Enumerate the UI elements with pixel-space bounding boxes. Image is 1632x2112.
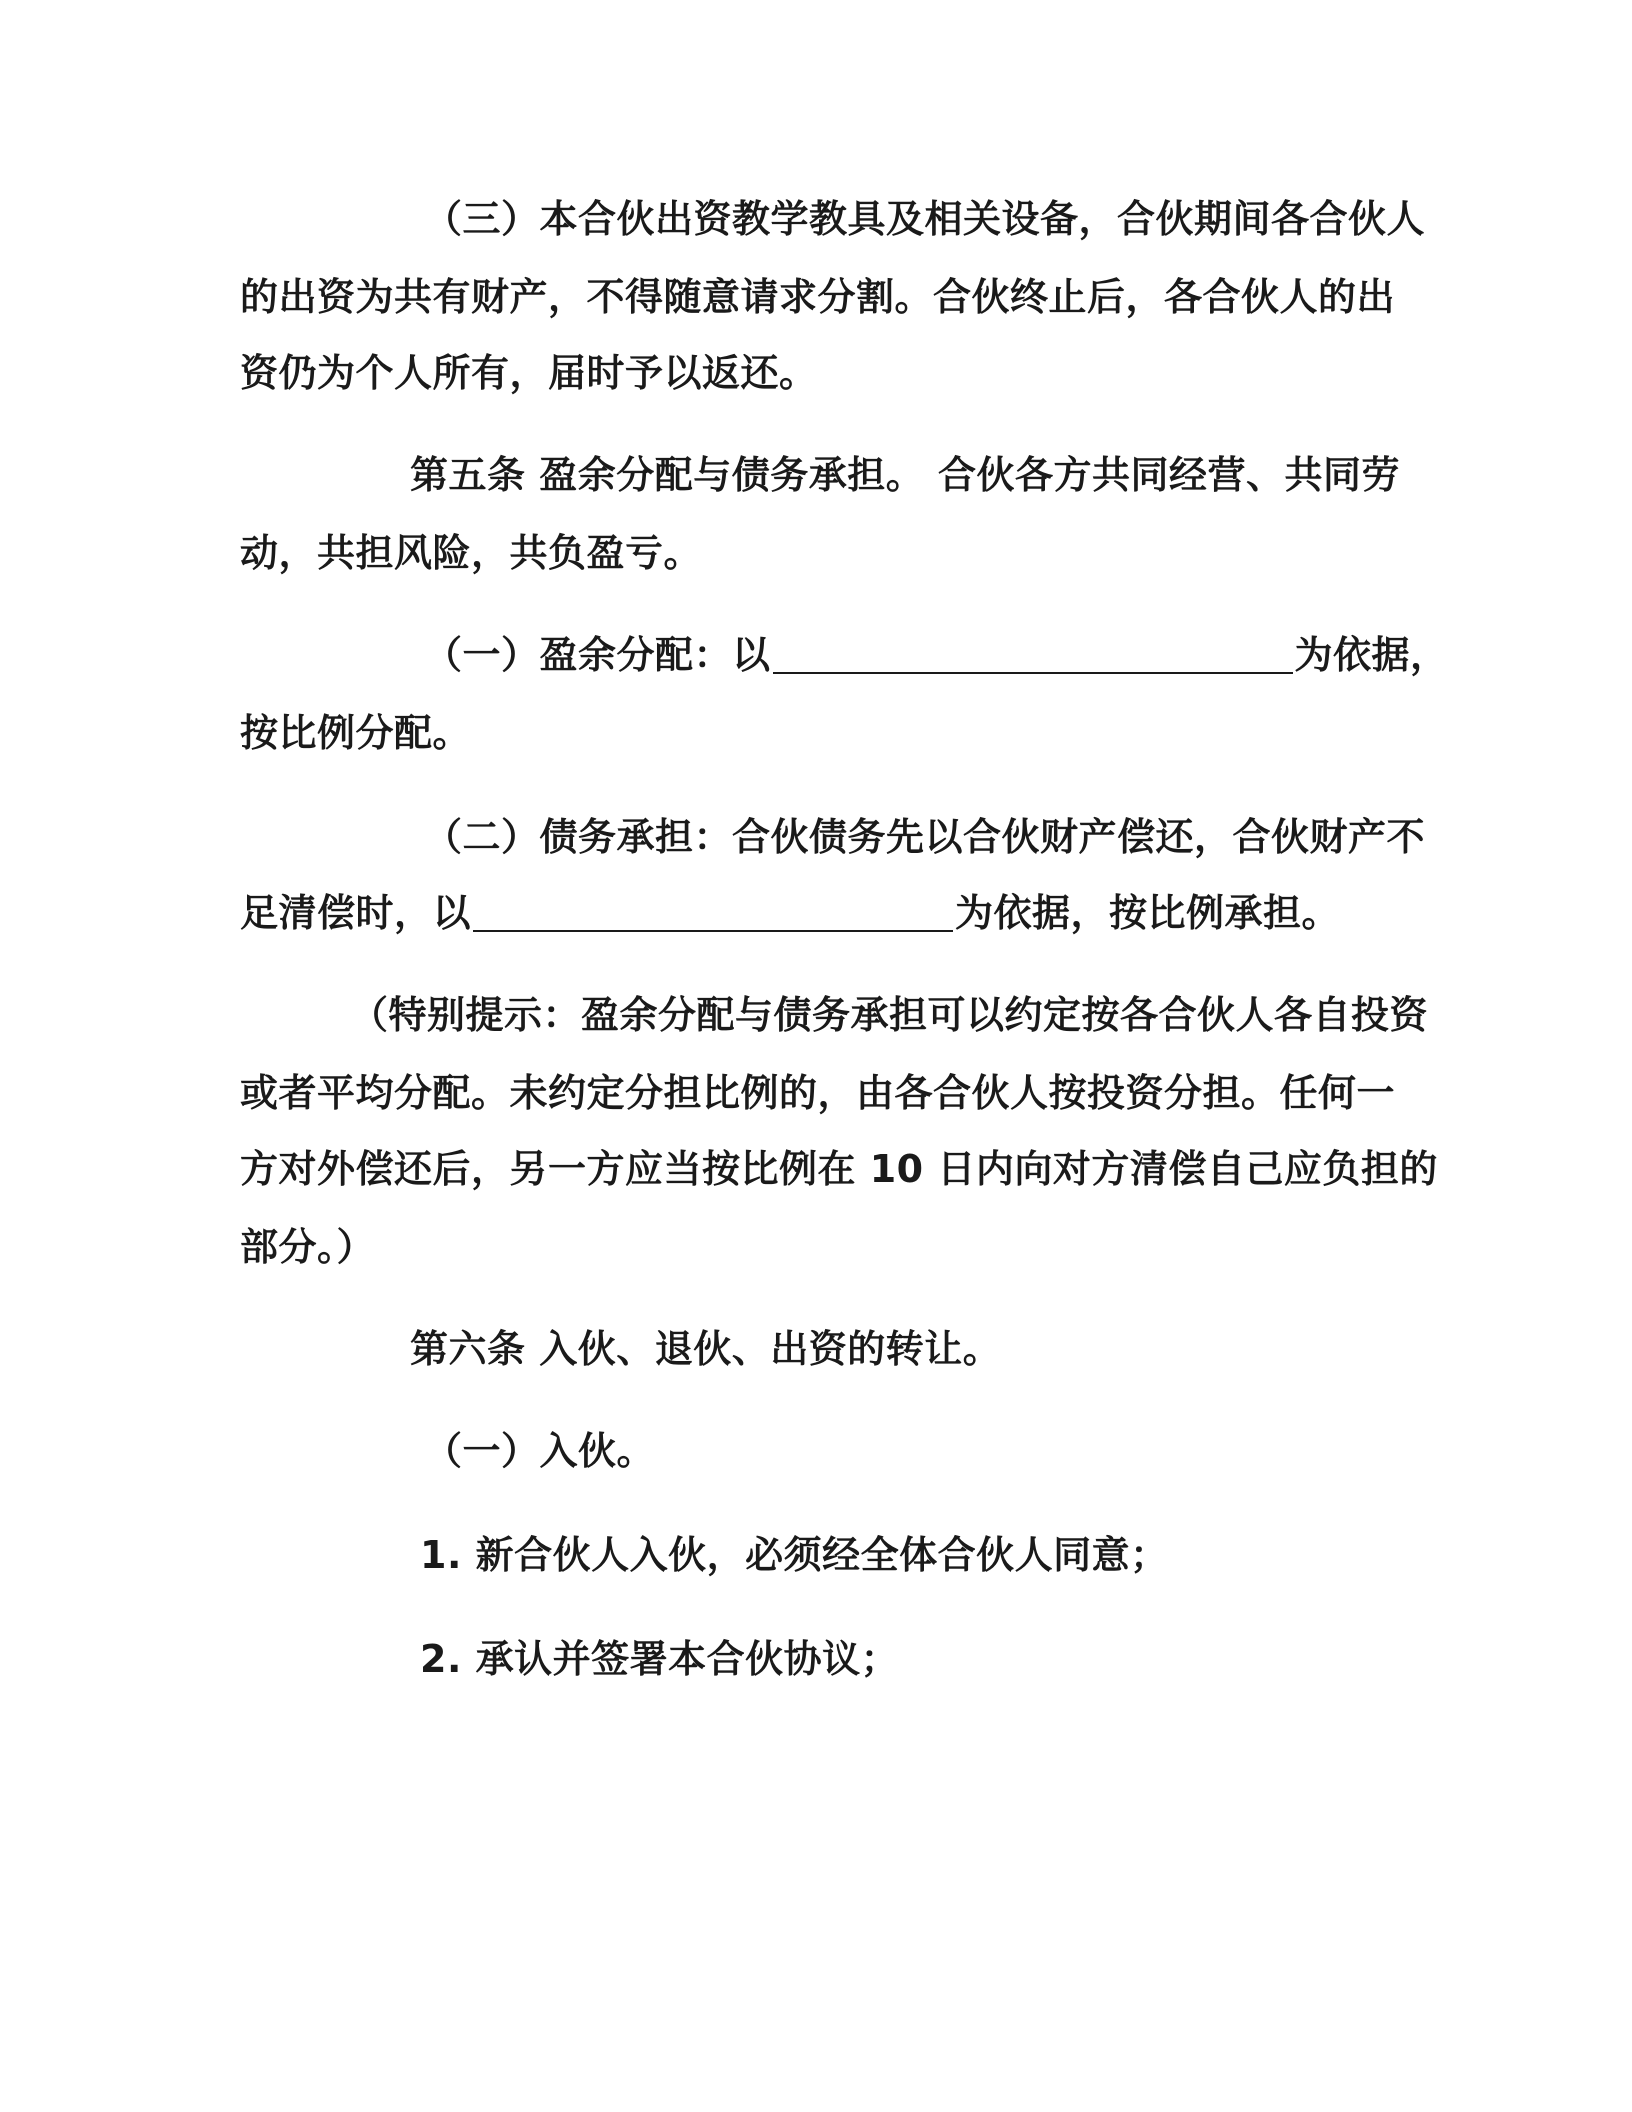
- clause5-item1-prefix: （一）盈余分配：以: [424, 633, 771, 677]
- clause4-item3-line3: 资仍为个人所有，届时予以返还。: [240, 351, 818, 395]
- special-note-line2: 或者平均分配。未约定分担比例的，由各合伙人按投资分担。任何一: [240, 1071, 1396, 1115]
- clause5-item1-suffix: 为依据，: [1294, 633, 1449, 677]
- special-note-line4: 部分。）: [240, 1225, 376, 1269]
- clause5-heading-line2: 动，共担风险，共负盈亏。: [240, 531, 703, 575]
- clause6-point2: 2. 承认并签署本合伙协议；: [420, 1637, 900, 1681]
- profit-basis-blank[interactable]: [773, 638, 1293, 674]
- clause5-heading-line1: 第五条 盈余分配与债务承担。 合伙各方共同经营、共同劳: [410, 453, 1400, 497]
- clause6-point1: 1. 新合伙人入伙，必须经全体合伙人同意；: [420, 1533, 1169, 1577]
- clause5-item2-line1: （二）债务承担：合伙债务先以合伙财产偿还，合伙财产不: [424, 815, 1426, 859]
- clause6-item1-title: （一）入伙。: [424, 1429, 656, 1473]
- debt-basis-blank[interactable]: [473, 896, 953, 932]
- special-note-line3: 方对外偿还后，另一方应当按比例在 10 日内向对方清偿自己应负担的: [240, 1147, 1438, 1191]
- special-note-line1: （特别提示：盈余分配与债务承担可以约定按各合伙人各自投资: [350, 993, 1429, 1037]
- clause6-heading: 第六条 入伙、退伙、出资的转让。: [410, 1327, 1002, 1371]
- clause4-item3-line2: 的出资为共有财产，不得随意请求分割。合伙终止后，各合伙人的出: [240, 275, 1396, 319]
- clause5-item2-line2: [240, 891, 1341, 935]
- clause5-item2-suffix: 为依据，按比例承担。: [955, 891, 1341, 935]
- clause5-item1-line1: [424, 633, 1449, 677]
- clause4-item3-line1: （三）本合伙出资教学教具及相关设备，合伙期间各合伙人: [424, 197, 1426, 241]
- clause5-item1-line2: 按比例分配。: [240, 711, 472, 755]
- clause5-item2-prefix: 足清偿时，以: [240, 891, 472, 935]
